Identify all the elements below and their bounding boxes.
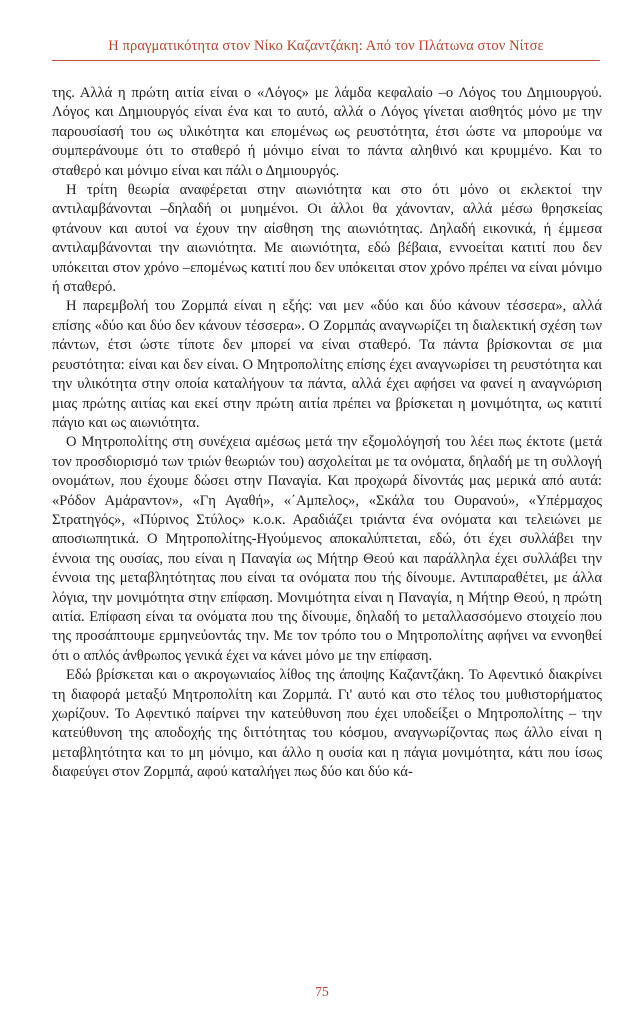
paragraph: Η τρίτη θεωρία αναφέρεται στην αιωνιότητα και στο ότι μόνο οι εκλεκτοί την αντιλαμβάνονται –δηλαδή οι μυημένοι. Οι άλλοι θα χάνονταν, αλλά μέσω θρησκείας φτάνουν και αυτοί να έχουν την αίσθηση της αιωνιότητας. Δηλαδή εικονικά, ή έμμεσα αντιλαμβάνονται την αιωνιότητα. Με αιωνιότητα, εδώ βέβαια, εννοείται κατιτί που δεν υπόκειται στον χρόνο –επομένως κατιτί που δεν υπόκειται στον χρόνο πρέπει να είναι μόνιμο ή σταθερό. <box>52 182 602 296</box>
running-head: Η πραγματικότητα στον Νίκο Καζαντζάκη: Από τον Πλάτωνα στον Νίτσε <box>108 38 544 54</box>
page-number: 75 <box>315 984 329 999</box>
paragraph: Εδώ βρίσκεται και ο ακρογωνιαίος λίθος της άποψης Καζαντζάκη. Το Αφεντικό διακρίνει τη διαφορά μεταξύ Μητροπολίτη και Ζορμπά. Γι' αυτό και στο τέλος του μυθιστορήματος χωρίζουν. Το Αφεντικό παίρνει την κατεύθυνση που έχει υποδείξει ο Μητροπολίτης – την κατεύθυνση της αποδοχής της διττότητας του κόσμου, αναγνωρίζοντας πως άλλο είναι η μεταβλητότητα και το μη μόνιμο, και άλλο η ουσία και η πάγια μονιμότητα, κάτι που ίσως διαφεύγει στον Ζορμπά, αφού καταλήγει πως δύο και δύο κά- <box>52 667 602 781</box>
paragraph: της. Αλλά η πρώτη αιτία είναι ο «Λόγος» με λάμδα κεφαλαίο –ο Λόγος του Δημιουργού. Λόγος και Δημιουργός είναι ένα και το αυτό, αλλά ο Λόγος γίνεται αισθητός μόνο με την παρουσίασή του ως υλικότητα και επομένως ως ρευστότητα, έτσι ώστε να μπορούμε να συμπεράνουμε ότι το σταθερό ή μόνιμο είναι το πάντα αληθινό και κρυμμένο. Και το σταθερό και μόνιμο είναι και πάλι ο Δημιουργός. <box>52 85 602 179</box>
paragraph: Ο Μητροπολίτης στη συνέχεια αμέσως μετά την εξομολόγησή του λέει πως έκτοτε (μετά τον προσδιορισμό των τριών θεωριών του) ασχολείται με τα ονόματα, δηλαδή με τη συλλογή ονομάτων, που έχουμε δώσει στην Παναγία. Και προχωρά δίνοντάς μας μερικά από αυτά: «Ρόδον Αμάραντον», «Γη Αγαθή», «΄Αμπελος», «Σκάλα του Ουρανού», «Υπέρμαχος Στρατηγός», «Πύρινος Στύλος» κ.ο.κ. Αραδιάζει τριάντα ένα ονόματα και τελειώνει με αποσιωπητικά. Ο Μητροπολίτης-Ηγούμενος αποκαλύπτεται, εδώ, ότι έχει συλλάβει την έννοια της ουσίας, που είναι η Παναγία ως Μήτηρ Θεού και παράλληλα έχει συλλάβει την έννοια της μεταβλητότητας που είναι τα ονόματα που τής δίνουμε. Αντιπαραθέτει, με άλλα λόγια, την μονιμότητα στην επίφαση. Μονιμότητα είναι η Παναγία, η Μήτηρ Θεού, η πρώτη αιτία. Επίφαση είναι τα ονόματα που της δίνουμε, δηλαδή το μεταλλασσόμενο στοιχείο που της προσάπτουμε ερμηνεύοντάς την. Με τον τρόπο του ο Μητροπολίτης αφήνει να εννοηθεί ότι ο απλός άνθρωπος γενικά έχει να κάνει μόνο με την επίφαση. <box>52 434 602 664</box>
header-rule <box>52 60 600 61</box>
paragraph: Η παρεμβολή του Ζορμπά είναι η εξής: ναι μεν «δύο και δύο κάνουν τέσσερα», αλλά επίσης «δύο και δύο δεν κάνουν τέσσερα». Ο Ζορμπάς αναγνωρίζει τη διαλεκτική σχέση των πάντων, έτσι ώστε τίποτε δεν μπορεί να είναι σταθερό. Τα πάντα βρίσκονται σε μια ρευστότητα: είναι και δεν είναι. Ο Μητροπολίτης επίσης έχει αναγνωρίσει τη ρευστότητα και την υλικότητα στην οποία καταλήγουν τα πάντα, αλλά έχει αφήσει να φανεί η αναγνώριση μιας πρώτης αιτίας και εκεί στην πρώτη αιτία πρέπει να βρίσκεται η μονιμότητα, ως κατιτί πάγιο και ως αιωνιότητα. <box>52 298 602 431</box>
body-text <box>52 84 602 783</box>
